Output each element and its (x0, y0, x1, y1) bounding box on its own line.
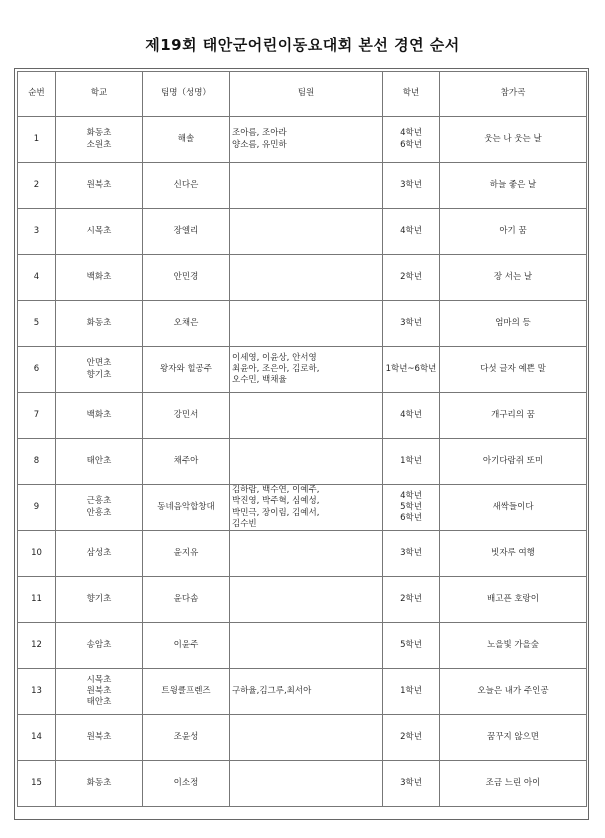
header-grade: 학년 (383, 72, 440, 117)
cell-school (56, 669, 143, 715)
cell-members-line: 오수민, 백채율 (232, 375, 287, 386)
cell-song: 장 서는 날 (440, 255, 587, 301)
cell-grade-line: 3학년 (400, 317, 422, 328)
cell-grade-line: 6학년 (400, 139, 422, 150)
cell-team: 안민경 (143, 255, 230, 301)
cell-song: 아기 꿈 (440, 209, 587, 255)
cell-school (56, 393, 143, 439)
cell-order: 15 (18, 761, 56, 807)
cell-members (230, 531, 383, 577)
cell-grade (383, 439, 440, 485)
cell-grade (383, 209, 440, 255)
cell-school (56, 117, 143, 163)
cell-school (56, 577, 143, 623)
cell-members-line: 최윤아, 조은아, 김로하, (232, 363, 320, 374)
cell-order: 13 (18, 669, 56, 715)
cell-order: 5 (18, 301, 56, 347)
cell-team: 오채은 (143, 301, 230, 347)
cell-grade (383, 301, 440, 347)
cell-grade-line: 6학년 (400, 513, 422, 524)
cell-team: 채주아 (143, 439, 230, 485)
cell-grade (383, 623, 440, 669)
cell-grade-line: 3학년 (400, 179, 422, 190)
cell-school-line: 근흥초 (86, 496, 112, 507)
cell-members (230, 715, 383, 761)
table-header-row (18, 72, 587, 117)
cell-order: 12 (18, 623, 56, 669)
cell-song: 하늘 좋은 날 (440, 163, 587, 209)
cell-members (230, 761, 383, 807)
cell-team: 장엘리 (143, 209, 230, 255)
cell-order: 10 (18, 531, 56, 577)
cell-members-line: 양소름, 유민하 (232, 139, 287, 150)
cell-school-line: 삼성초 (86, 547, 112, 558)
table-row (18, 393, 587, 439)
cell-song: 웃는 나 웃는 날 (440, 117, 587, 163)
cell-members (230, 255, 383, 301)
cell-school-line: 원북초 (86, 685, 112, 696)
cell-members (230, 209, 383, 255)
cell-grade (383, 393, 440, 439)
cell-team: 강민서 (143, 393, 230, 439)
cell-order: 2 (18, 163, 56, 209)
table-row (18, 577, 587, 623)
cell-order: 8 (18, 439, 56, 485)
header-team: 팀명（성명） (143, 72, 230, 117)
cell-school-line: 시목초 (86, 225, 112, 236)
cell-team: 왕자와 힐공주 (143, 347, 230, 393)
cell-school (56, 715, 143, 761)
cell-team: 신다은 (143, 163, 230, 209)
cell-school-line: 원북초 (86, 179, 112, 190)
cell-order: 1 (18, 117, 56, 163)
cell-school (56, 485, 143, 531)
cell-song: 오늘은 내가 주인공 (440, 669, 587, 715)
cell-order: 11 (18, 577, 56, 623)
header-school: 학교 (56, 72, 143, 117)
cell-song: 노을빛 가을숲 (440, 623, 587, 669)
cell-order: 4 (18, 255, 56, 301)
table-row (18, 623, 587, 669)
cell-team: 이윤주 (143, 623, 230, 669)
header-order: 순번 (18, 72, 56, 117)
cell-order: 7 (18, 393, 56, 439)
cell-grade-line: 5학년 (400, 639, 422, 650)
cell-grade-line: 1학년~6학년 (385, 363, 437, 374)
table-body (18, 117, 587, 807)
cell-grade (383, 531, 440, 577)
cell-grade (383, 669, 440, 715)
cell-school-line: 향기초 (86, 593, 112, 604)
table-row (18, 301, 587, 347)
cell-team: 조윤성 (143, 715, 230, 761)
cell-order: 14 (18, 715, 56, 761)
cell-members (230, 439, 383, 485)
cell-school (56, 301, 143, 347)
cell-school-line: 시목초 (86, 674, 112, 685)
cell-school (56, 761, 143, 807)
cell-grade (383, 577, 440, 623)
cell-team: 이소정 (143, 761, 230, 807)
cell-school-line: 안면초 (86, 358, 112, 369)
cell-school-line: 백화초 (86, 409, 112, 420)
cell-song: 다섯 글자 예쁜 말 (440, 347, 587, 393)
cell-school-line: 화동초 (86, 777, 112, 788)
cell-school-line: 화동초 (86, 128, 112, 139)
cell-grade (383, 485, 440, 531)
cell-school-line: 백화초 (86, 271, 112, 282)
cell-song: 배고픈 호랑이 (440, 577, 587, 623)
cell-members (230, 623, 383, 669)
table-row (18, 669, 587, 715)
table-row (18, 209, 587, 255)
cell-school (56, 163, 143, 209)
cell-grade-line: 1학년 (400, 455, 422, 466)
cell-members (230, 577, 383, 623)
table-row (18, 117, 587, 163)
cell-members-line: 김수빈 (232, 518, 257, 529)
cell-song: 엄마의 등 (440, 301, 587, 347)
cell-song: 꿈꾸지 않으면 (440, 715, 587, 761)
cell-members-line: 구하율,김그루,최서아 (232, 685, 312, 696)
cell-song: 개구리의 꿈 (440, 393, 587, 439)
cell-grade-line: 3학년 (400, 777, 422, 788)
table-row (18, 255, 587, 301)
cell-school-line: 안흥초 (86, 507, 112, 518)
cell-members-line: 조아름, 조아라 (232, 128, 287, 139)
cell-grade-line: 2학년 (400, 271, 422, 282)
cell-grade-line: 1학년 (400, 685, 422, 696)
cell-grade (383, 347, 440, 393)
table-row (18, 531, 587, 577)
cell-members-line: 김하람, 백수연, 이예주, (232, 485, 320, 496)
table-row (18, 715, 587, 761)
cell-school (56, 255, 143, 301)
cell-team: 윤다솜 (143, 577, 230, 623)
cell-song: 조금 느린 아이 (440, 761, 587, 807)
cell-grade (383, 255, 440, 301)
cell-members (230, 393, 383, 439)
cell-grade-line: 3학년 (400, 547, 422, 558)
cell-school-line: 화동초 (86, 317, 112, 328)
cell-school-line: 태안초 (86, 697, 112, 708)
cell-team: 동네음악합창대 (143, 485, 230, 531)
cell-members-line: 이세영, 이윤상, 안서영 (232, 352, 317, 363)
contest-order-table (17, 71, 587, 807)
cell-grade-line: 4학년 (400, 409, 422, 420)
cell-grade (383, 163, 440, 209)
cell-grade-line: 2학년 (400, 731, 422, 742)
header-members: 팀원 (230, 72, 383, 117)
cell-order: 6 (18, 347, 56, 393)
cell-order: 9 (18, 485, 56, 531)
cell-members-line: 박민극, 장이림, 김예서, (232, 507, 320, 518)
cell-team: 윤지유 (143, 531, 230, 577)
cell-members (230, 163, 383, 209)
cell-song: 새싹들이다 (440, 485, 587, 531)
table-row (18, 347, 587, 393)
cell-school-line: 송암초 (86, 639, 112, 650)
cell-grade-line: 2학년 (400, 593, 422, 604)
cell-school (56, 209, 143, 255)
cell-school (56, 623, 143, 669)
cell-school (56, 347, 143, 393)
cell-members (230, 347, 383, 393)
cell-members (230, 669, 383, 715)
cell-school-line: 원북초 (86, 731, 112, 742)
cell-school-line: 향기초 (86, 369, 112, 380)
table-row (18, 163, 587, 209)
cell-grade-line: 4학년 (400, 225, 422, 236)
cell-grade (383, 117, 440, 163)
cell-school (56, 531, 143, 577)
cell-grade-line: 4학년 (400, 490, 422, 501)
cell-grade (383, 715, 440, 761)
cell-order: 3 (18, 209, 56, 255)
table-row (18, 761, 587, 807)
table-row (18, 485, 587, 531)
cell-team: 트윙클프렌즈 (143, 669, 230, 715)
table-row (18, 439, 587, 485)
cell-school-line: 태안초 (86, 455, 112, 466)
cell-members (230, 301, 383, 347)
cell-grade-line: 4학년 (400, 128, 422, 139)
cell-grade (383, 761, 440, 807)
cell-members (230, 485, 383, 531)
cell-team: 해솔 (143, 117, 230, 163)
cell-school-line: 소원초 (86, 139, 112, 150)
cell-members (230, 117, 383, 163)
header-song: 참가곡 (440, 72, 587, 117)
cell-school (56, 439, 143, 485)
cell-song: 빗자루 여행 (440, 531, 587, 577)
cell-members-line: 박진영, 박주혁, 심예성, (232, 496, 320, 507)
cell-grade-line: 5학년 (400, 501, 422, 512)
cell-song: 아기다람쥐 또미 (440, 439, 587, 485)
document-title: 제19회 태안군어린이동요대회 본선 경연 순서 (145, 36, 460, 54)
